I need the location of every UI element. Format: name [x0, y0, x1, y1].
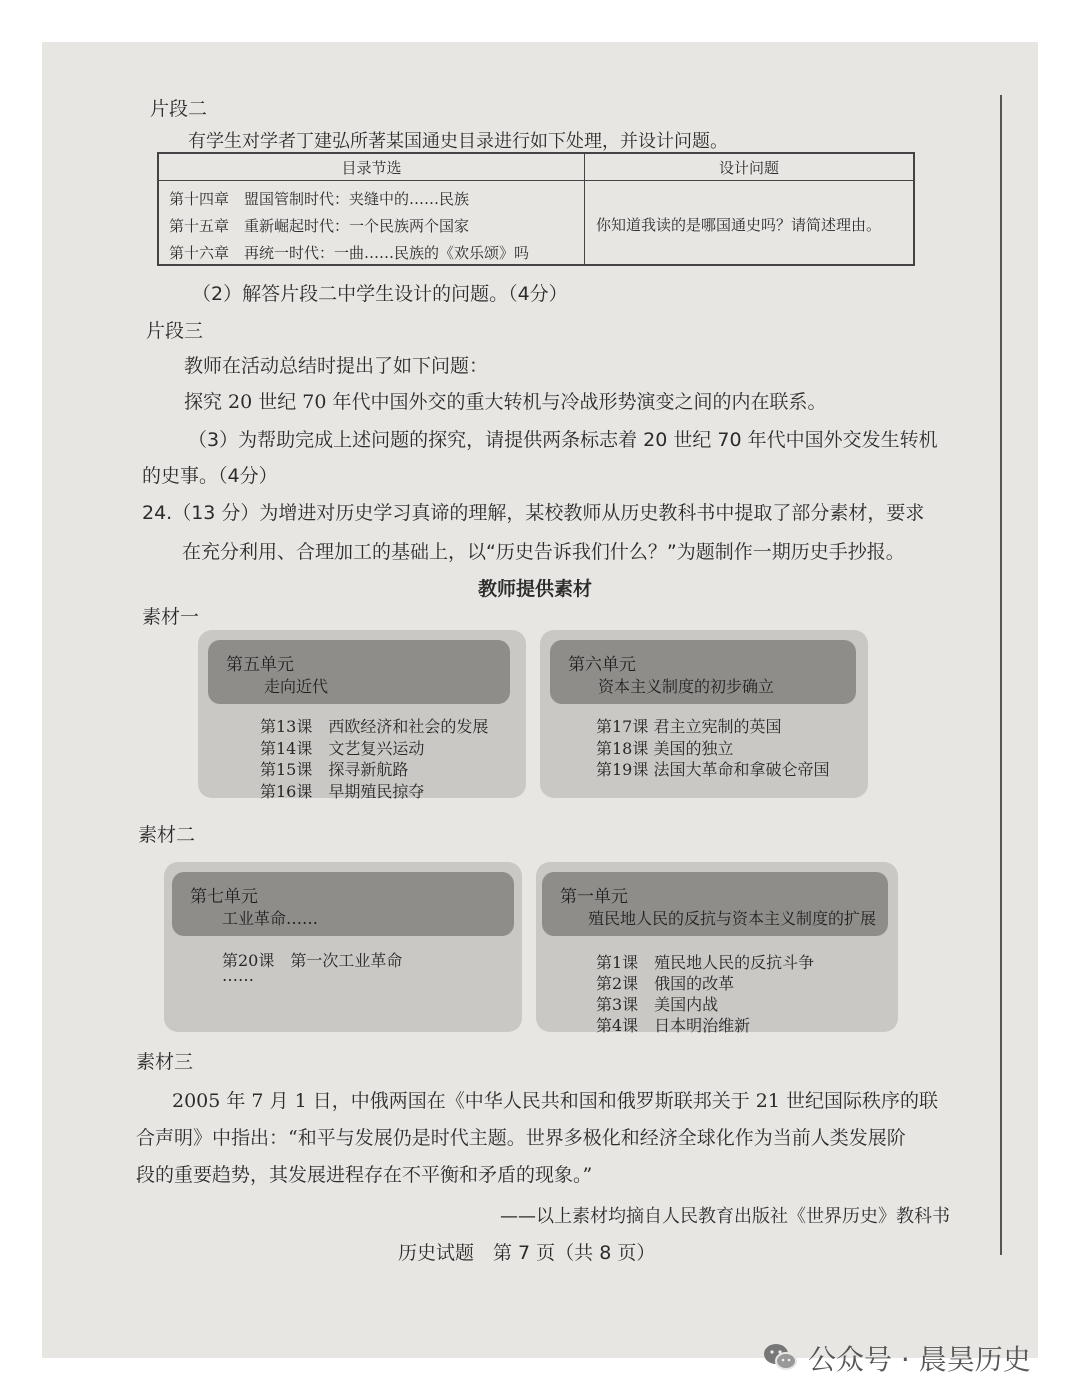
section3-line2: 探究 20 世纪 70 年代中国外交的重大转机与冷战形势演变之间的内在联系。 — [184, 391, 827, 413]
material2-label: 素材二 — [138, 824, 196, 846]
material3-label: 素材三 — [136, 1051, 194, 1073]
unit-number: 第七单元 — [190, 887, 258, 907]
unit-header — [542, 872, 888, 936]
section2-intro: 有学生对学者丁建弘所著某国通史目录进行如下处理，并设计问题。 — [188, 131, 728, 152]
unit-number: 第五单元 — [226, 655, 294, 675]
section3-line1: 教师在活动总结时提出了如下问题： — [184, 355, 489, 377]
section3-title: 片段三 — [146, 320, 204, 342]
lesson-item: …… — [222, 966, 254, 985]
material3-line1: 2005 年 7 月 1 日，中俄两国在《中华人民共和国和俄罗斯联邦关于 21 世纪国际秩序的联 — [172, 1090, 938, 1112]
task-2: （2）解答片段二中学生设计的问题。（4分） — [192, 283, 568, 305]
task-3-line1: （3）为帮助完成上述问题的探究，请提供两条标志着 20 世纪 70 年代中国外交发生转机 — [188, 429, 938, 451]
lesson-item: 第15课 探寻新航路 — [260, 760, 409, 779]
lesson-item: 第16课 早期殖民掠夺 — [260, 782, 425, 801]
unit-number: 第六单元 — [568, 655, 636, 675]
unit-title: 走向近代 — [264, 677, 329, 696]
lesson-item: 第18课 美国的独立 — [596, 739, 734, 758]
wechat-icon — [762, 1342, 798, 1372]
unit-title: 资本主义制度的初步确立 — [598, 677, 775, 696]
table-header-catalog: 目录节选 — [341, 159, 402, 177]
unit-title: 工业革命…… — [222, 909, 319, 928]
q24-line1: 24.（13 分）为增进对历史学习真谛的理解，某校教师从历史教科书中提取了部分素材，要求 — [142, 502, 925, 524]
table-header-line — [159, 180, 913, 181]
unit-header — [172, 872, 514, 936]
material-source: ——以上素材均摘自人民教育出版社《世界历史》教科书 — [500, 1206, 950, 1227]
unit-header — [550, 640, 856, 704]
section2-title: 片段二 — [150, 98, 208, 120]
material3-line3: 段的重要趋势，其发展进程存在不平衡和矛盾的现象。” — [136, 1164, 593, 1186]
margin-line — [1000, 95, 1002, 1255]
lesson-item: 第14课 文艺复兴运动 — [260, 739, 425, 758]
table-row: 第十五章 重新崛起时代：一个民族两个国家 — [169, 217, 470, 235]
materials-title: 教师提供素材 — [478, 578, 593, 600]
lesson-item: 第20课 第一次工业革命 — [222, 951, 403, 970]
design-question: 你知道我读的是哪国通史吗？请简述理由。 — [596, 216, 882, 234]
lesson-item: 第1课 殖民地人民的反抗斗争 — [596, 953, 815, 972]
catalog-table — [157, 152, 915, 266]
lesson-item: 第2课 俄国的改革 — [596, 974, 735, 993]
lesson-item: 第13课 西欧经济和社会的发展 — [260, 717, 489, 736]
table-header-question: 设计问题 — [718, 159, 779, 177]
q24-line2: 在充分利用、合理加工的基础上，以“历史告诉我们什么？”为题制作一期历史手抄报。 — [182, 541, 905, 563]
lesson-item: 第19课 法国大革命和拿破仑帝国 — [596, 760, 830, 779]
lesson-item: 第17课 君主立宪制的英国 — [596, 717, 782, 736]
table-row: 第十四章 盟国管制时代：夹缝中的……民族 — [169, 190, 470, 208]
lesson-item: 第4课 日本明治维新 — [596, 1016, 751, 1035]
watermark-text: 公众号 · 晨昊历史 — [808, 1343, 1031, 1376]
task-3-line2: 的史事。（4分） — [142, 465, 278, 487]
table-row: 第十六章 再统一时代：一曲……民族的《欢乐颂》吗 — [169, 244, 530, 262]
unit-title: 殖民地人民的反抗与资本主义制度的扩展 — [588, 909, 877, 928]
material3-line2: 合声明》中指出：“和平与发展仍是时代主题。世界多极化和经济全球化作为当前人类发展阶 — [136, 1127, 906, 1149]
unit-header — [208, 640, 510, 704]
page-footer: 历史试题 第 7 页（共 8 页） — [398, 1242, 656, 1264]
lesson-item: 第3课 美国内战 — [596, 995, 719, 1014]
material1-label: 素材一 — [142, 606, 200, 628]
unit-number: 第一单元 — [560, 887, 628, 907]
